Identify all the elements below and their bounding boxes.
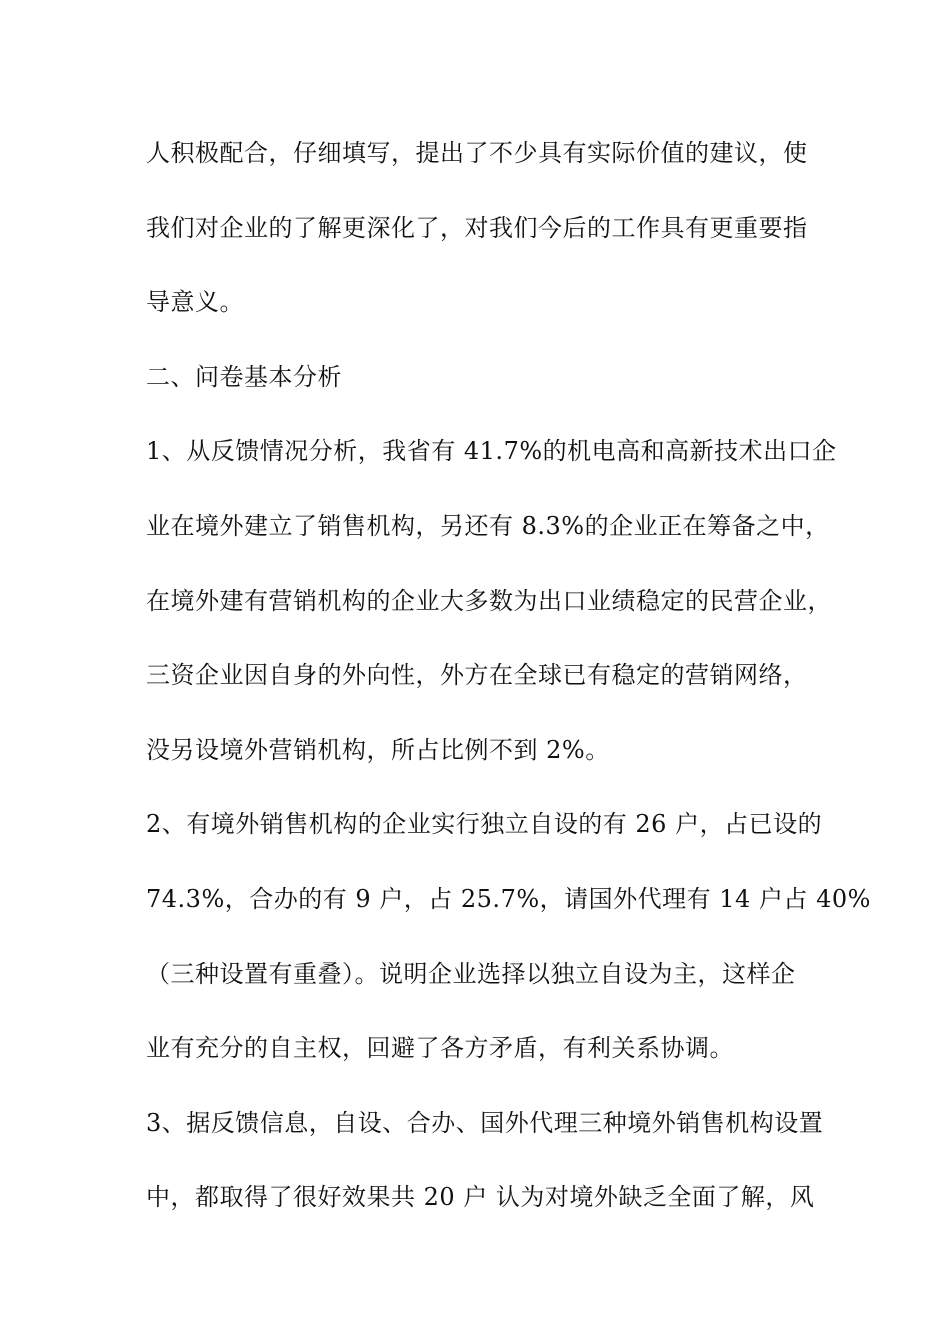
section-heading: 二、问卷基本分析 [146, 362, 342, 391]
text-line: 我们对企业的了解更深化了，对我们今后的工作具有更重要指 [146, 213, 808, 242]
text-line: 3、据反馈信息，自设、合办、国外代理三种境外销售机构设置 [146, 1108, 824, 1137]
text-line: 三资企业因自身的外向性，外方在全球已有稳定的营销网络， [146, 661, 808, 690]
text-line: 业有充分的自主权，回避了各方矛盾，有利关系协调。 [146, 1034, 734, 1063]
text-line: 导意义。 [146, 288, 244, 317]
text-line: 1、从反馈情况分析，我省有 41.7%的机电高和高新技术出口企 [146, 437, 837, 466]
text-line: 74.3%，合办的有 9 户，占 25.7%，请国外代理有 14 户占 40% [146, 884, 871, 913]
text-line: 在境外建有营销机构的企业大多数为出口业绩稳定的民营企业， [146, 586, 832, 615]
text-line: （三种设置有重叠）。说明企业选择以独立自设为主，这样企 [146, 959, 796, 988]
body-text [146, 128, 871, 1247]
text-line: 2、有境外销售机构的企业实行独立自设的有 26 户，占已设的 [146, 810, 823, 839]
text-line: 没另设境外营销机构，所占比例不到 2%。 [146, 735, 610, 764]
text-line: 中，都取得了很好效果共 20 户 认为对境外缺乏全面了解，风 [146, 1183, 815, 1212]
text-line: 业在境外建立了销售机构，另还有 8.3%的企业正在筹备之中， [146, 511, 830, 540]
text-line: 人积极配合，仔细填写，提出了不少具有实际价值的建议，使 [146, 139, 808, 167]
